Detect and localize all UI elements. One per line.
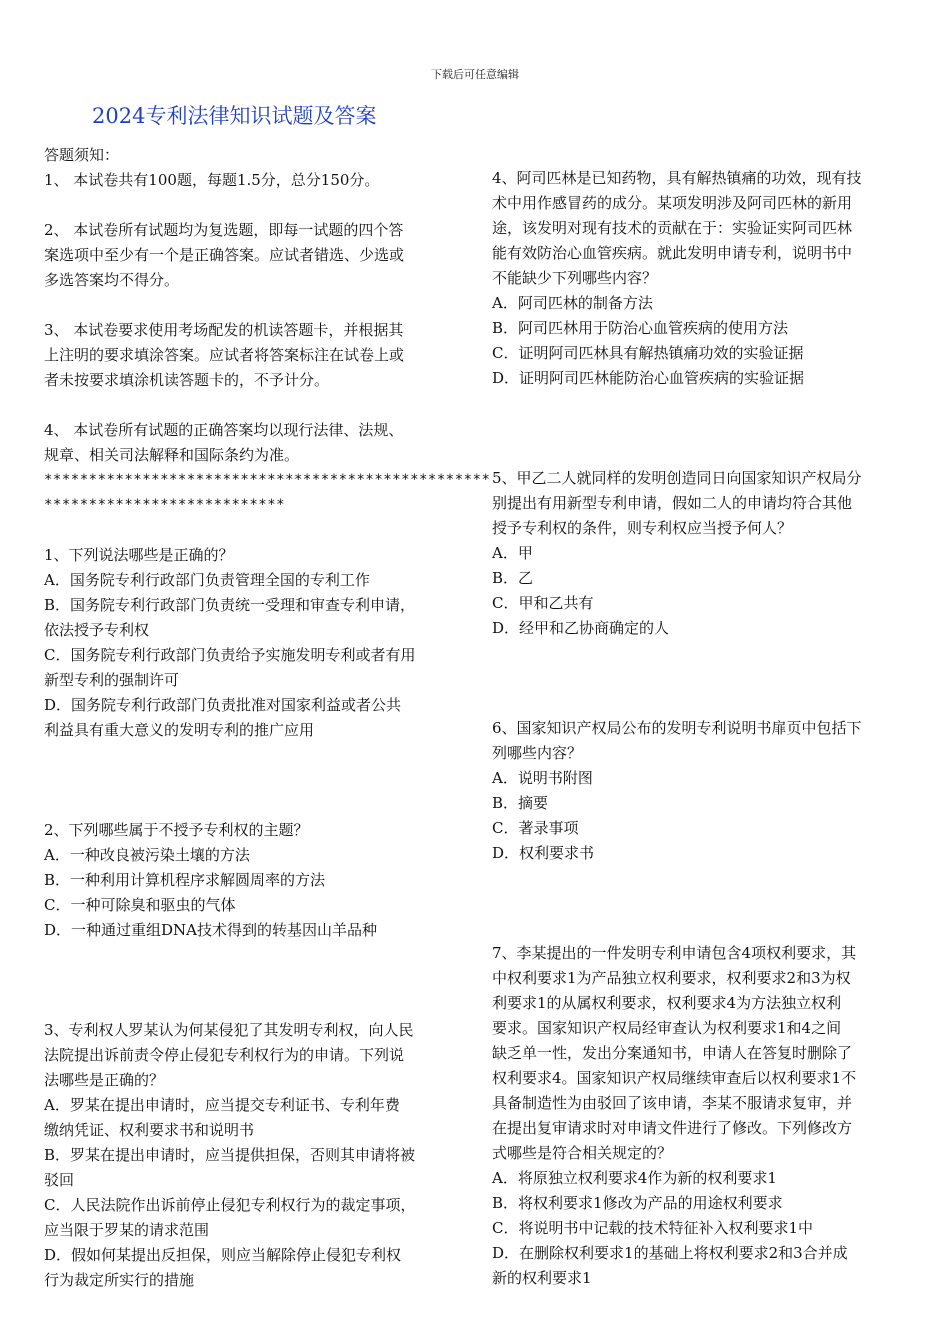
notice-heading: 答题须知： <box>44 146 120 164</box>
question-option: D．权利要求书 <box>492 844 595 862</box>
question-stem: 列哪些内容？ <box>492 744 583 762</box>
question-option: B．一种利用计算机程序求解圆周率的方法 <box>44 871 326 889</box>
spacer <box>44 768 459 793</box>
question-option: 新型专利的强制许可 <box>44 671 180 689</box>
question-block <box>44 1018 459 1293</box>
question-stem: 2、下列哪些属于不授予专利权的主题？ <box>44 821 309 839</box>
notice-line: 者未按要求填涂机读答题卡的，不予计分。 <box>44 371 330 389</box>
question-stem: 1、下列说法哪些是正确的？ <box>44 546 234 564</box>
notice-line: 规章、相关司法解释和国际条约为准。 <box>44 446 300 464</box>
question-stem: 授予专利权的条件，则专利权应当授予何人？ <box>492 519 793 537</box>
question-stem: 7、李某提出的一件发明专利申请包含4项权利要求，其 <box>492 944 857 962</box>
spacer <box>492 866 907 891</box>
question-option: 缴纳凭证、权利要求书和说明书 <box>44 1121 255 1139</box>
spacer <box>44 193 459 218</box>
question-stem: 要求。国家知识产权局经审查认为权利要求1和4之间 <box>492 1019 842 1037</box>
spacer <box>492 666 907 691</box>
spacer <box>44 943 459 968</box>
notice-line: 上注明的要求填涂答案。应试者将答案标注在试卷上或 <box>44 346 405 364</box>
notice-item <box>44 168 459 193</box>
question-option: D．证明阿司匹林能防治心血管疾病的实验证据 <box>492 369 805 387</box>
question-stem: 3、专利权人罗某认为何某侵犯了其发明专利权，向人民 <box>44 1021 414 1039</box>
question-stem: 5、甲乙二人就同样的发明创造同日向国家知识产权局分 <box>492 469 862 487</box>
question-stem: 别提出有用新型专利申请，假如二人的申请均符合其他 <box>492 494 853 512</box>
question-option: C．著录事项 <box>492 819 579 837</box>
spacer <box>44 793 459 818</box>
spacer <box>44 293 459 318</box>
question-block <box>44 818 459 943</box>
question-option: B．罗某在提出申请时，应当提供担保，否则其申请将被 <box>44 1146 416 1164</box>
question-option: D．经甲和乙协商确定的人 <box>492 619 670 637</box>
notice-line: 多选答案均不得分。 <box>44 271 180 289</box>
spacer <box>492 416 907 441</box>
question-option: A．甲 <box>492 544 533 562</box>
question-option: D．假如何某提出反担保，则应当解除停止侵犯专利权 <box>44 1246 402 1264</box>
separator-line <box>44 468 491 518</box>
notice-item <box>44 218 459 293</box>
spacer <box>44 993 459 1018</box>
question-stem: 在提出复审请求时对申请文件进行了修改。下列修改方 <box>492 1119 853 1137</box>
question-stem: 法院提出诉前责令停止侵犯专利权行为的申请。下列说 <box>44 1046 405 1064</box>
question-option: 利益具有重大意义的发明专利的推广应用 <box>44 721 315 739</box>
question-stem: 法哪些是正确的？ <box>44 1071 165 1089</box>
left-column <box>44 143 491 1293</box>
notice-line: 1、 本试卷共有100题，每题1.5分，总分150分。 <box>44 171 380 189</box>
question-block <box>492 941 907 1291</box>
question-stem: 途，该发明对现有技术的贡献在于：实验证实阿司匹林 <box>492 219 853 237</box>
question-stem: 具备制造性为由驳回了该申请，李某不服请求复审，并 <box>492 1094 853 1112</box>
question-option: 应当限于罗某的请求范围 <box>44 1221 210 1239</box>
question-option: A．将原独立权利要求4作为新的权利要求1 <box>492 1169 777 1187</box>
question-option: B．阿司匹林用于防治心血管疾病的使用方法 <box>492 319 789 337</box>
question-option: D．国务院专利行政部门负责批准对国家利益或者公共 <box>44 696 402 714</box>
question-option: 行为裁定所实行的措施 <box>44 1271 195 1289</box>
question-option: A．阿司匹林的制备方法 <box>492 294 653 312</box>
header-note: 下载后可任意编辑 <box>431 68 519 81</box>
question-stem: 术中用作感冒药的成分。某项发明涉及阿司匹林的新用 <box>492 194 853 212</box>
spacer <box>44 968 459 993</box>
spacer <box>492 391 907 416</box>
question-option: C．人民法院作出诉前停止侵犯专利权行为的裁定事项， <box>44 1196 416 1214</box>
spacer <box>492 691 907 716</box>
spacer <box>492 891 907 916</box>
notice-item <box>44 418 459 468</box>
question-option: B．国务院专利行政部门负责统一受理和审查专利申请， <box>44 596 416 614</box>
question-option: A．一种改良被污染土壤的方法 <box>44 846 250 864</box>
question-option: C．甲和乙共有 <box>492 594 594 612</box>
right-column <box>492 166 907 1291</box>
question-option: D．一种通过重组DNA技术得到的转基因山羊品种 <box>44 921 378 939</box>
question-option: D．在删除权利要求1的基础上将权利要求2和3合并成 <box>492 1244 848 1262</box>
question-stem: 能有效防治心血管疾病。就此发明申请专利，说明书中 <box>492 244 853 262</box>
notice-line: 3、 本试卷要求使用考场配发的机读答题卡，并根据其 <box>44 321 404 339</box>
spacer <box>44 743 459 768</box>
question-stem: 4、阿司匹林是已知药物，具有解热镇痛的功效，现有技 <box>492 169 862 187</box>
question-option: C．一种可除臭和驱虫的气体 <box>44 896 236 914</box>
question-option: C．国务院专利行政部门负责给予实施发明专利或者有用 <box>44 646 416 664</box>
question-option: C．证明阿司匹林具有解热镇痛功效的实验证据 <box>492 344 804 362</box>
question-block <box>44 543 459 743</box>
question-stem: 中权利要求1为产品独立权利要求，权利要求2和3为权 <box>492 969 851 987</box>
question-option: 新的权利要求1 <box>492 1269 592 1287</box>
question-stem: 6、国家知识产权局公布的发明专利说明书扉页中包括下 <box>492 719 862 737</box>
question-block <box>492 166 907 391</box>
spacer <box>492 441 907 466</box>
spacer <box>492 916 907 941</box>
spacer <box>44 518 459 543</box>
spacer <box>44 393 459 418</box>
question-block <box>492 466 907 641</box>
question-stem: 式哪些是符合相关规定的？ <box>492 1144 673 1162</box>
question-stem: 权利要求4。国家知识产权局继续审查后以权利要求1不 <box>492 1069 857 1087</box>
question-block <box>492 716 907 866</box>
question-option: 驳回 <box>44 1171 75 1189</box>
question-option: B．将权利要求1修改为产品的用途权利要求 <box>492 1194 783 1212</box>
separator-text: ************************************************** <box>44 472 491 488</box>
question-option: A．国务院专利行政部门负责管理全国的专利工作 <box>44 571 370 589</box>
notice-line: 2、 本试卷所有试题均为复选题，即每一试题的四个答 <box>44 221 404 239</box>
question-stem: 利要求1的从属权利要求，权利要求4为方法独立权利 <box>492 994 842 1012</box>
question-stem: 不能缺少下列哪些内容？ <box>492 269 658 287</box>
separator-text: *************************** <box>44 497 286 513</box>
question-stem: 缺乏单一性，发出分案通知书，申请人在答复时删除了 <box>492 1044 853 1062</box>
question-option: 依法授予专利权 <box>44 621 150 639</box>
question-option: A．说明书附图 <box>492 769 593 787</box>
notice-line: 案选项中至少有一个是正确答案。应试者错选、少选或 <box>44 246 405 264</box>
notice-item <box>44 318 459 393</box>
question-option: B．乙 <box>492 569 534 587</box>
notice-line: 4、 本试卷所有试题的正确答案均以现行法律、法规、 <box>44 421 404 439</box>
question-option: B．摘要 <box>492 794 549 812</box>
question-option: C．将说明书中记载的技术特征补入权利要求1中 <box>492 1219 814 1237</box>
spacer <box>492 641 907 666</box>
question-option: A．罗某在提出申请时，应当提交专利证书、专利年费 <box>44 1096 400 1114</box>
document-title: 2024专利法律知识试题及答案 <box>92 104 377 128</box>
